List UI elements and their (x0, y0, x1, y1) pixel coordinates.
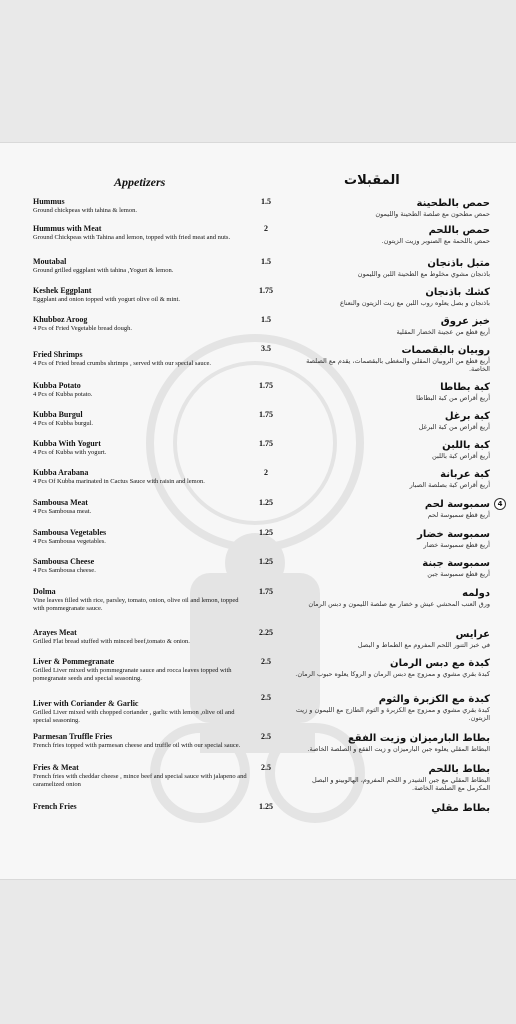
item-description: 4 Pcs of Kubba burgul. (33, 420, 94, 427)
item-price: 1.5 (261, 197, 271, 206)
item-name: French Fries (33, 802, 77, 811)
item-name: Sambousa Cheese (33, 557, 95, 566)
item-description-arabic: أربع قطع سمبوسة خضار (423, 541, 490, 549)
appetizers-title: Appetizers (114, 175, 166, 189)
item-price: 1.75 (259, 439, 273, 448)
item-name-arabic: سمبوسة خضار (417, 529, 490, 540)
item-price: 1.5 (261, 315, 271, 324)
item-name: Sambousa Vegetables (33, 528, 107, 537)
item-price: 2.5 (261, 693, 271, 702)
item-description: 4 Pcs of Kubba with yogurt. (33, 449, 107, 456)
item-description: Grilled Liver mixed with chopped coriander , garlic with lemon ,olive oil and special seasoning. (33, 709, 235, 724)
item-price: 2 (264, 468, 268, 477)
item-description: 4 Pcs Sambousa cheese. (33, 567, 96, 574)
item-name-arabic: كشك باذنجان (425, 287, 490, 298)
menu-item-liver-coriander-garlic (0, 693, 516, 733)
item-description: Vine leaves filled with rice, parsley, tomato, onion, olive oil and lemon, topped with pommegranate sauce. (33, 597, 239, 612)
item-description-arabic: حمص باللحمة مع الصنوبر وزيت الزيتون. (381, 237, 490, 245)
item-description-arabic: أربع قطع من عجينة الخضار المقلية (396, 328, 490, 336)
item-description: 4 Pcs Sambousa vegetables. (33, 538, 106, 545)
item-description-arabic: في خبز التنور اللحم المفروم مع الطماط و البصل (357, 641, 490, 649)
item-name-arabic: كبة بطاطا (440, 382, 490, 393)
item-name-arabic: روبيان بالبقصمات (401, 345, 490, 356)
item-name: Arayes Meat (33, 628, 77, 637)
item-name-arabic: عرايس (455, 629, 490, 640)
item-name-arabic: بطاط البارميزان وزيت الفقع (347, 733, 490, 744)
item-name-arabic: كبدة مع دبس الرمان (390, 658, 490, 669)
item-name: Liver with Coriander & Garlic (33, 699, 139, 708)
item-name-arabic: بطاط مقلي (431, 803, 490, 814)
item-price: 2.25 (259, 628, 273, 637)
item-description: Grilled Flat bread stuffed with minced beef,tomato & onion. (33, 638, 190, 645)
item-name: Parmesan Truffle Fries (33, 732, 113, 741)
appetizers-title-arabic: المقبلات (344, 173, 400, 188)
item-price: 1.25 (259, 802, 273, 811)
item-name: Kubba With Yogurt (33, 439, 101, 448)
menu-item-french-fries (0, 802, 516, 842)
menu-page (0, 142, 516, 880)
item-name-arabic: كبة برغل (444, 411, 490, 422)
item-description-arabic: حمص مطحون مع صلصة الطحينة والليمون (375, 210, 490, 218)
item-name: Dolma (33, 587, 56, 596)
item-name: Kubba Potato (33, 381, 81, 390)
item-name-arabic: كبة باللبن (442, 440, 490, 451)
item-description: Grilled Liver mixed with pommegranate sauce and rocca leaves topped with pomegranate seeds and special seasoning. (33, 667, 232, 682)
item-price: 3.5 (261, 344, 271, 353)
item-name-arabic: سمبوسة جبنة (422, 558, 490, 569)
item-description-arabic: أربع أقراص كبة بصلصة الصبار (409, 481, 490, 489)
item-description: French fries with cheddar cheese , mince beef and special sauce with jalapeno and caramelized onion (33, 773, 247, 788)
item-price: 1.25 (259, 498, 273, 507)
page-number-badge: 4 (494, 498, 506, 510)
item-name-arabic: دولمه (462, 588, 490, 599)
menu-item-dolma (0, 587, 516, 627)
item-name: Kubba Burgul (33, 410, 83, 419)
item-description-arabic: باذنجان مشوي مخلوط مع الطحينة اللبن والليمون (357, 270, 490, 278)
item-description-arabic: أربع قطع سمبوسة لحم (427, 511, 490, 519)
item-description: 4 Pcs of Kubba potato. (33, 391, 93, 398)
item-description: 4 Pcs of Fried Vegetable bread dough. (33, 325, 132, 332)
item-description: 4 Pcs Sambousa meat. (33, 508, 92, 515)
item-price: 2.5 (261, 732, 271, 741)
item-name-arabic: كبدة مع الكزبرة والثوم (378, 694, 490, 705)
item-name: Keshek Eggplant (33, 286, 92, 295)
item-description-arabic: كبدة بقري مشوي و ممزوج مع دبس الرمان و الروكا يعلوه حبوب الرمان. (295, 670, 490, 678)
item-price: 1.75 (259, 587, 273, 596)
menu-item-liver-pommegranate (0, 657, 516, 697)
item-price: 2 (264, 224, 268, 233)
item-description-arabic: أربع أقراص من كبة البطاطا (416, 394, 490, 402)
item-name-arabic: حمص بالطحينة (416, 198, 490, 209)
item-price: 1.25 (259, 557, 273, 566)
item-price: 1.5 (261, 257, 271, 266)
item-description: 4 Pcs Of Kubba marinated in Cactus Sauce with raisin and lemon. (33, 478, 205, 485)
item-name: Fried Shrimps (33, 350, 83, 359)
item-description-arabic: كبدة بقري مشوي و ممزوج مع الكزبرة و الثوم الطازج مع الليمون و زيت الزيتون. (295, 706, 490, 722)
item-name: Liver & Pommegranate (33, 657, 115, 666)
item-name-arabic: حمص باللحم (428, 225, 490, 236)
item-name-arabic: خبز عروق (440, 316, 490, 327)
item-description: French fries topped with parmesan cheese and truffle oil with our special sauce. (33, 742, 241, 749)
item-description-arabic: البطاط المقلي يعلوه جبن البارميزان و زيت الفقع و الصلصة الخاصة. (307, 745, 490, 753)
item-name: Moutabal (33, 257, 67, 266)
item-name-arabic: بطاط باللحم (428, 764, 490, 775)
item-description-arabic: باذنجان و بصل يعلوه روب اللبن مع زيت الزيتون والنعناع (339, 299, 490, 307)
item-description: Ground Chickpeas with Tahina and lemon, topped with fried meat and nuts. (33, 234, 231, 241)
item-description-arabic: البطاط المقلي مع جبن الشيدر و اللحم المفروم، الهالوبينو و البصل المكرمل مع الصلصة الخاصة. (311, 776, 490, 792)
item-description: Ground chickpeas with tahina & lemon. (33, 207, 137, 214)
item-price: 1.25 (259, 528, 273, 537)
item-description-arabic: أربع أقراص من كبة البرغل (418, 423, 490, 431)
item-description-arabic: أربع قطع من الروبيان المقلي والمغطى بالبقصمات، يقدم مع الصلصة الخاصة. (306, 357, 490, 373)
item-description: Ground grilled eggplant with tahina ,Yogurt & lemon. (33, 267, 174, 274)
item-name-arabic: متبل باذنجان (427, 258, 490, 269)
item-description-arabic: أربع أقراص كبة باللبن (432, 452, 490, 460)
item-name: Hummus (33, 197, 65, 206)
item-price: 1.75 (259, 381, 273, 390)
item-name: Khubboz Aroog (33, 315, 88, 324)
item-description-arabic: ورق العنب المحشي عيش و خضار مع صلصة الليمون و دبس الرمان (308, 600, 490, 608)
item-price: 2.5 (261, 763, 271, 772)
menu-item-fries-meat (0, 763, 516, 803)
item-name: Fries & Meat (33, 763, 79, 772)
item-name-arabic: كبة عربانة (440, 469, 490, 480)
item-name: Kubba Arabana (33, 468, 89, 477)
item-description-arabic: أربع قطع سمبوسة جبن (427, 570, 490, 578)
item-description: 4 Pcs of Fried bread crumbs shrimps , served with our special sauce. (33, 360, 211, 367)
item-name: Hummus with Meat (33, 224, 102, 233)
item-description: Eggplant and onion topped with yogurt olive oil & mint. (33, 296, 180, 303)
item-name: Sambousa Meat (33, 498, 88, 507)
item-price: 1.75 (259, 410, 273, 419)
menu-item-fried-shrimps (0, 344, 516, 384)
item-name-arabic: سمبوسة لحم (424, 499, 490, 510)
item-price: 1.75 (259, 286, 273, 295)
item-price: 2.5 (261, 657, 271, 666)
